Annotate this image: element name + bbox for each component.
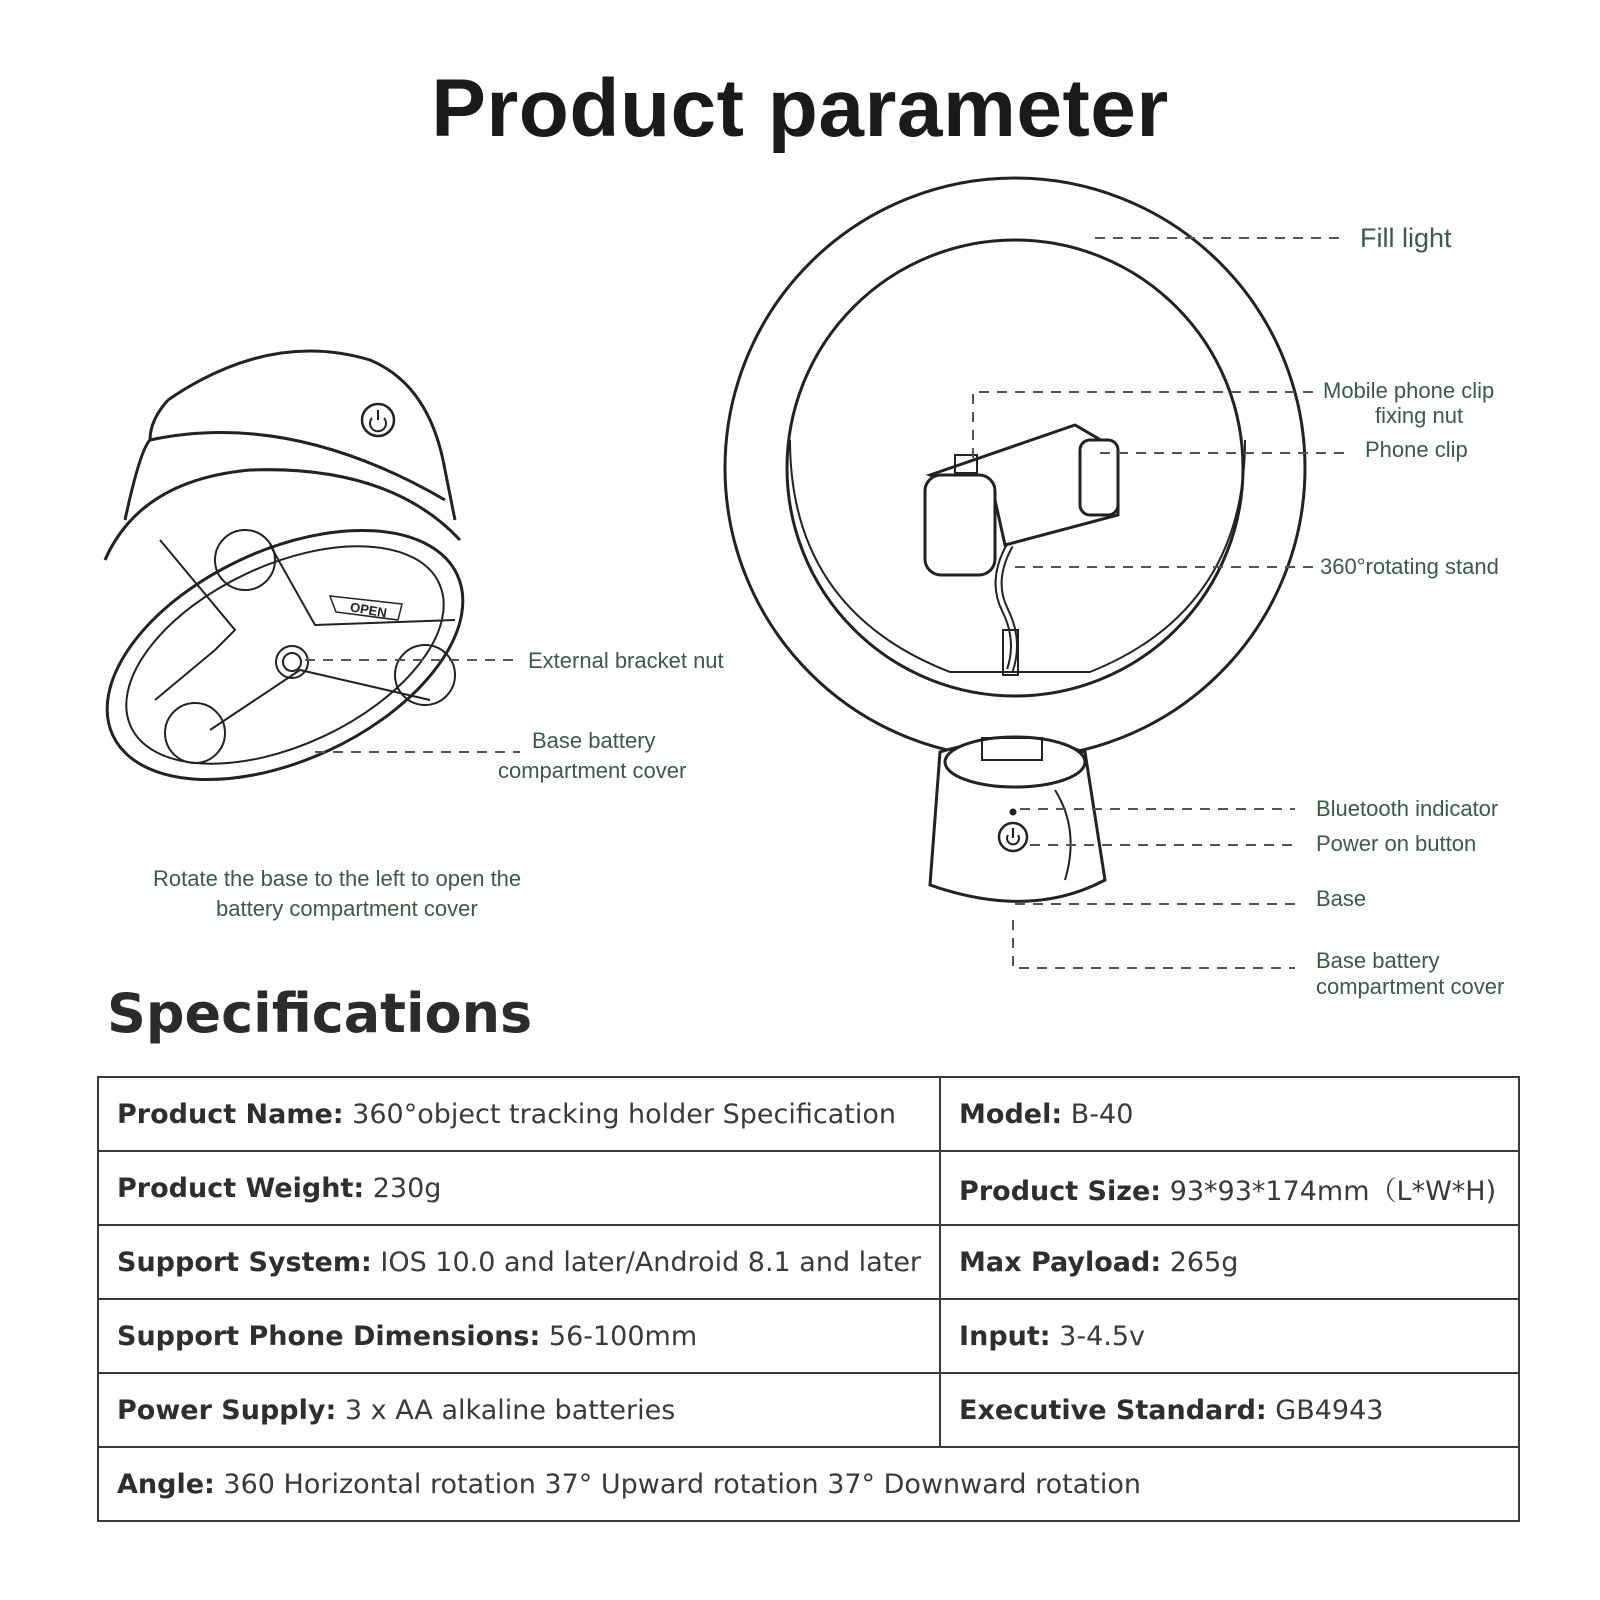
power-icon	[370, 410, 386, 431]
spec-value: 360°object tracking holder Specification	[352, 1098, 896, 1130]
spec-value: 265g	[1169, 1246, 1239, 1278]
spec-key: Input:	[959, 1320, 1051, 1352]
spec-cell	[98, 1151, 940, 1225]
spec-key: Executive Standard:	[959, 1394, 1267, 1426]
page-title: Product parameter	[431, 63, 1169, 154]
open-arrow-text: OPEN	[349, 599, 388, 621]
table-row	[98, 1077, 1519, 1151]
table-row	[98, 1299, 1519, 1373]
base-bottom-view	[68, 351, 501, 830]
table-row	[98, 1225, 1519, 1299]
spec-value: 360 Horizontal rotation 37° Upward rotation 37° Downward rotation	[223, 1468, 1141, 1500]
label-base-battery-left-1: Base battery	[532, 728, 656, 753]
label-base-battery-left-2: compartment cover	[498, 758, 687, 783]
label-power-button: Power on button	[1316, 831, 1477, 856]
spec-value: GB4943	[1275, 1394, 1384, 1426]
spec-cell	[98, 1373, 940, 1447]
label-fill-light: Fill light	[1360, 223, 1452, 253]
spec-cell	[940, 1225, 1519, 1299]
spec-key: Angle:	[117, 1468, 215, 1500]
label-base-battery-right-1: Base battery	[1316, 948, 1440, 973]
label-external-bracket-nut: External bracket nut	[528, 648, 724, 673]
table-row	[98, 1373, 1519, 1447]
spec-cell	[98, 1299, 940, 1373]
spec-value: 56-100mm	[548, 1320, 698, 1352]
label-phone-clip-nut-2: fixing nut	[1375, 403, 1464, 428]
spec-key: Power Supply:	[117, 1394, 337, 1426]
label-base-battery-right-2: compartment cover	[1316, 974, 1505, 999]
spec-cell	[940, 1299, 1519, 1373]
spec-cell	[98, 1225, 940, 1299]
rotate-note-line-1: Rotate the base to the left to open the	[153, 866, 522, 891]
spec-key: Product Size:	[959, 1175, 1162, 1207]
spec-cell	[940, 1151, 1519, 1225]
label-phone-clip-nut-1: Mobile phone clip	[1323, 378, 1495, 403]
ring-light-view	[725, 178, 1305, 901]
table-row	[98, 1447, 1519, 1521]
label-rotating-stand: 360°rotating stand	[1320, 554, 1499, 579]
label-base: Base	[1316, 886, 1367, 911]
specifications-table	[97, 1076, 1520, 1522]
spec-cell	[940, 1077, 1519, 1151]
label-phone-clip: Phone clip	[1365, 437, 1468, 462]
label-bluetooth-indicator: Bluetooth indicator	[1316, 796, 1499, 821]
table-row	[98, 1151, 1519, 1225]
spec-value: 3-4.5v	[1059, 1320, 1146, 1352]
spec-cell	[98, 1077, 940, 1151]
spec-cell	[98, 1447, 1519, 1521]
spec-value: B-40	[1070, 1098, 1134, 1130]
specifications-heading: Specifications	[107, 982, 533, 1045]
spec-key: Model:	[959, 1098, 1063, 1130]
spec-cell	[940, 1373, 1519, 1447]
rotate-note-line-2: battery compartment cover	[216, 896, 478, 921]
spec-key: Product Name:	[117, 1098, 344, 1130]
spec-value: 230g	[372, 1172, 442, 1204]
spec-key: Max Payload:	[959, 1246, 1162, 1278]
spec-key: Support System:	[117, 1246, 372, 1278]
spec-value: 3 x AA alkaline batteries	[344, 1394, 676, 1426]
spec-value: 93*93*174mm（L*W*H)	[1169, 1175, 1497, 1207]
spec-value: IOS 10.0 and later/Android 8.1 and later	[380, 1246, 922, 1278]
spec-key: Support Phone Dimensions:	[117, 1320, 541, 1352]
spec-key: Product Weight:	[117, 1172, 365, 1204]
